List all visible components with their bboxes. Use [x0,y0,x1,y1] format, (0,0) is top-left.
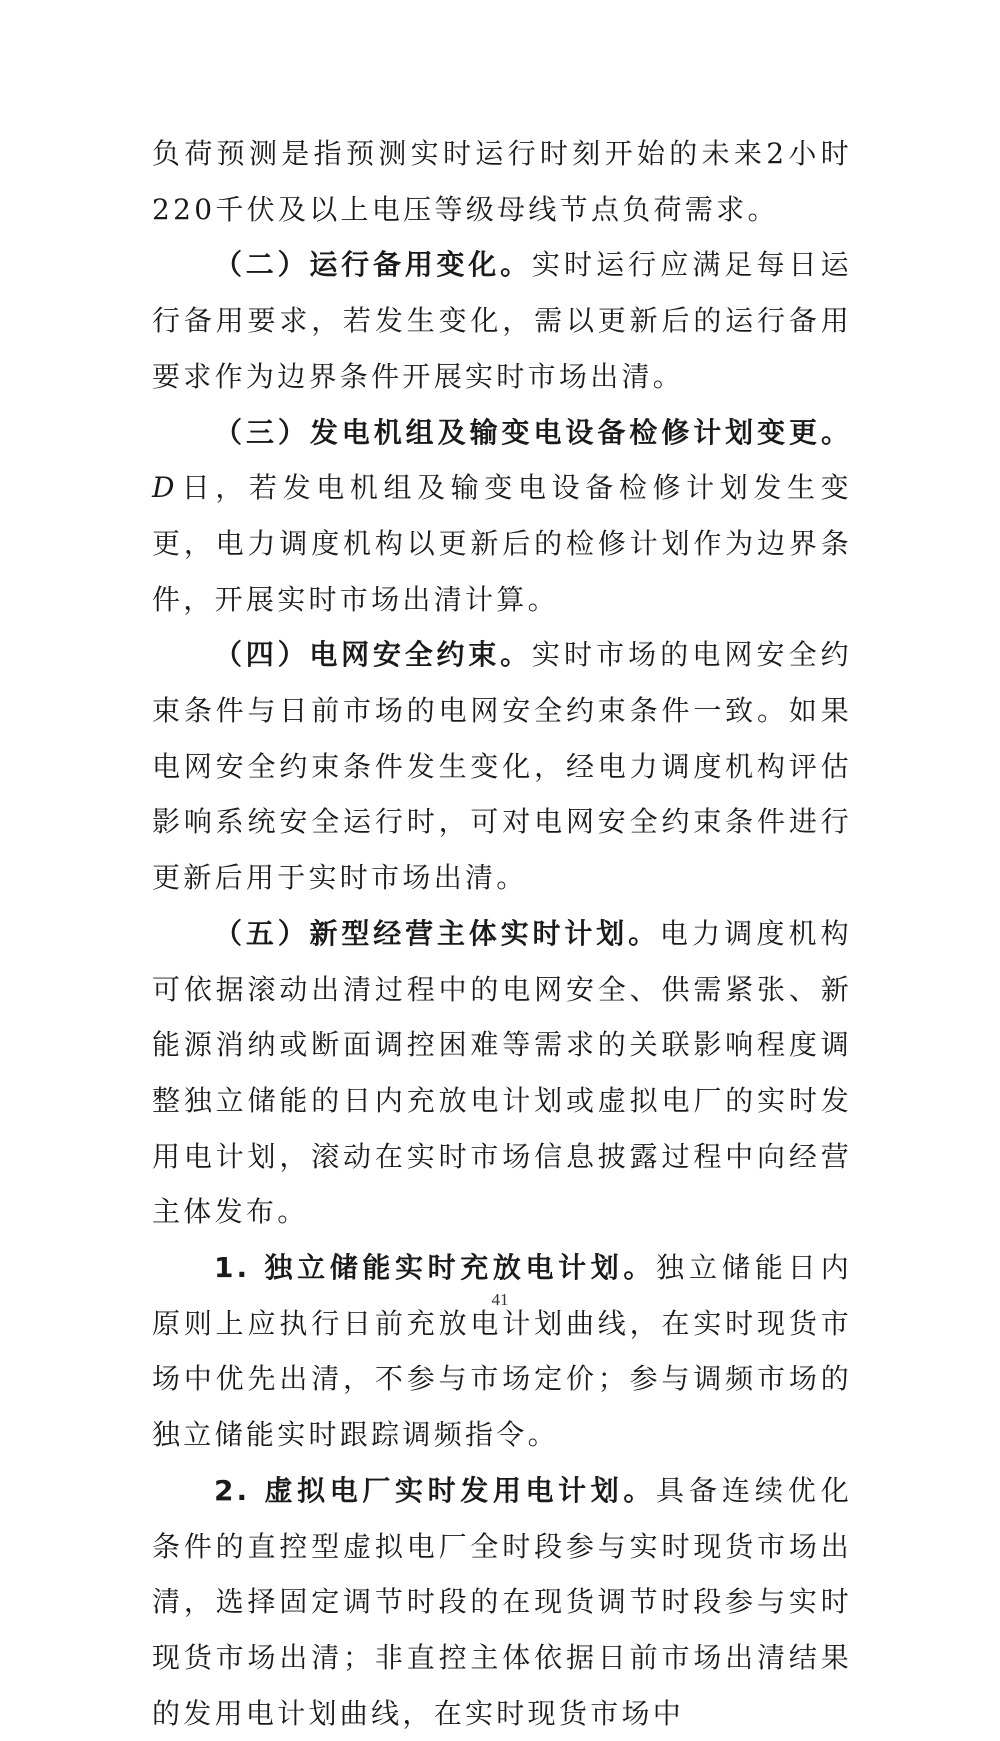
paragraph-text: 独立储能日内原则上应执行日前充放电计划曲线，在实时现货市场中优先出清，不参与市场定价；参与调频市场的独立储能实时跟踪调频指令。 [152,1251,852,1452]
paragraph-text: 实时运行应满足每日运行备用要求，若发生变化，需以更新后的运行备用要求作为边界条件开展实时市场出清。 [152,248,852,393]
paragraph-text: 实时市场的电网安全约束条件与日前市场的电网安全约束条件一致。如果电网安全约束条件发生变化，经电力调度机构评估影响系统安全运行时，可对电网安全约束条件进行更新后用于实时市场出清。 [152,638,852,895]
paragraph-storage-plan [152,1240,852,1463]
paragraph-new-entities [152,906,852,1240]
paragraph-maintenance-change [152,405,852,628]
section-heading: （二）运行备用变化。 [214,248,532,282]
paragraph-text: 负荷预测是指预测实时运行时刻开始的未来2小时220千伏及以上电压等级母线节点负荷需求。 [152,137,852,226]
day-variable: D [152,471,176,505]
body-text [152,126,852,1741]
section-heading: （四）电网安全约束。 [214,638,532,672]
paragraph-reserve-change [152,237,852,404]
paragraph-text: 日，若发电机组及输变电设备检修计划发生变更，电力调度机构以更新后的检修计划作为边界条件，开展实时市场出清计算。 [152,471,852,616]
paragraph-vpp-plan [152,1463,852,1741]
paragraph-grid-security [152,627,852,906]
subsection-heading: 1. 独立储能实时充放电计划。 [214,1251,657,1285]
paragraph-text: 具备连续优化条件的直控型虚拟电厂全时段参与实时现货市场出清，选择固定调节时段的在现货调节时段参与实时现货市场出清；非直控主体依据日前市场出清结果的发用电计划曲线，在实时现货市场中 [152,1473,852,1730]
section-heading: （三）发电机组及输变电设备检修计划变更。 [214,415,852,449]
page-number: 41 [491,1290,509,1309]
section-heading: （五）新型经营主体实时计划。 [214,916,660,950]
paragraph-load-forecast [152,126,852,237]
paragraph-text: 电力调度机构可依据滚动出清过程中的电网安全、供需紧张、新能源消纳或断面调控困难等需求的关联影响程度调整独立储能的日内充放电计划或虚拟电厂的实时发用电计划，滚动在实时市场信息披露过程中向经营主体发布。 [152,916,852,1229]
subsection-heading: 2. 虚拟电厂实时发用电计划。 [214,1473,657,1507]
